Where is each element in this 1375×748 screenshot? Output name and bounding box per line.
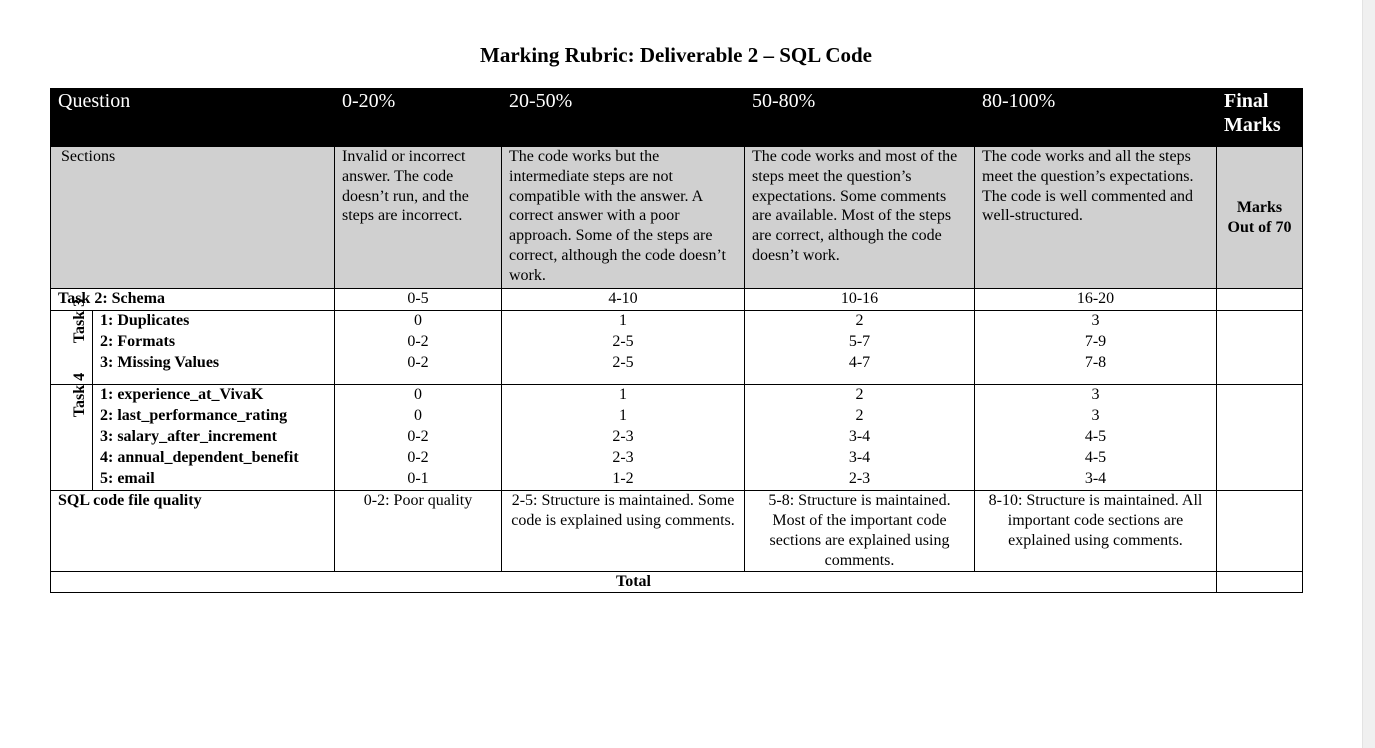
- task4-row-mark: 4-5: [975, 448, 1217, 469]
- header-final-marks: [1217, 89, 1303, 147]
- sections-final-marks: Marks Out of 70: [1217, 147, 1303, 289]
- task4-row-label: 4: annual_dependent_benefit: [93, 448, 335, 469]
- task3-row-mark: 7-9: [975, 332, 1217, 353]
- task3-row-mark: 0-2: [335, 332, 502, 353]
- task4-row-mark: 2-3: [502, 448, 745, 469]
- sections-label: Sections: [51, 147, 335, 289]
- header-question: Question: [51, 89, 335, 147]
- sections-band-0-20: Invalid or incorrect answer. The code doesn’t run, and the steps are incorrect.: [335, 147, 502, 289]
- header-band-0-20: 0-20%: [335, 89, 502, 147]
- task3-row-mark: 0-2: [335, 353, 502, 384]
- task4-row-mark: 2: [745, 406, 975, 427]
- header-band-80-100: 80-100%: [975, 89, 1217, 147]
- task3-row: [51, 311, 1303, 333]
- quality-band-50-80: 5-8: Structure is maintained. Most of the important code sections are explained using comments.: [745, 490, 975, 571]
- task4-row: [51, 384, 1303, 406]
- task3-row-mark: 5-7: [745, 332, 975, 353]
- task4-row-final: [1217, 427, 1303, 448]
- quality-band-20-50: 2-5: Structure is maintained. Some code is explained using comments.: [502, 490, 745, 571]
- quality-final: [1217, 490, 1303, 571]
- quality-band-80-100: 8-10: Structure is maintained. All important code sections are explained using comments.: [975, 490, 1217, 571]
- task4-row-label: 1: experience_at_VivaK: [93, 384, 335, 406]
- sections-band-20-50: The code works but the intermediate steps are not compatible with the answer. A correct answer with a poor approach. Some of the steps are correct, although the code doesn’t work.: [502, 147, 745, 289]
- task2-mark-band2: 4-10: [502, 289, 745, 311]
- task4-row-label: 3: salary_after_increment: [93, 427, 335, 448]
- total-row: [51, 571, 1303, 592]
- total-final: [1217, 571, 1303, 592]
- task3-row-final: [1217, 353, 1303, 384]
- sections-band-80-100: The code works and all the steps meet the question’s expectations. The code is well commented and well-structured.: [975, 147, 1217, 289]
- task3-row-mark: 2-5: [502, 332, 745, 353]
- task4-row-final: [1217, 448, 1303, 469]
- task3-row-mark: 2-5: [502, 353, 745, 384]
- task4-row-mark: 3: [975, 406, 1217, 427]
- task4-row-mark: 3-4: [975, 469, 1217, 491]
- vertical-scrollbar[interactable]: [1362, 0, 1375, 748]
- task4-row: [51, 427, 1303, 448]
- rubric-table: [50, 88, 1303, 593]
- task3-group-text: Task 3: [71, 298, 89, 344]
- task2-final: [1217, 289, 1303, 311]
- task4-row-mark: 0: [335, 384, 502, 406]
- quality-band-0-20: 0-2: Poor quality: [335, 490, 502, 571]
- task3-row: [51, 332, 1303, 353]
- task3-row-mark: 1: [502, 311, 745, 333]
- task2-label: Task 2: Schema: [51, 289, 335, 311]
- task4-row-mark: 3: [975, 384, 1217, 406]
- task3-row-final: [1217, 332, 1303, 353]
- task2-mark-band4: 16-20: [975, 289, 1217, 311]
- task4-row-mark: 0-2: [335, 448, 502, 469]
- task4-group-label: [51, 372, 93, 490]
- task4-row-mark: 3-4: [745, 427, 975, 448]
- task4-row-mark: 0: [335, 406, 502, 427]
- task3-row-mark: 3: [975, 311, 1217, 333]
- header-final-line2: Marks: [1224, 114, 1281, 136]
- task3-row-label: 2: Formats: [93, 332, 335, 353]
- task4-row-final: [1217, 469, 1303, 491]
- task4-group-text: Task 4: [71, 372, 89, 417]
- task4-row-mark: 2: [745, 384, 975, 406]
- task4-row-mark: 1-2: [502, 469, 745, 491]
- header-row: [51, 89, 1303, 147]
- page-title: Marking Rubric: Deliverable 2 – SQL Code: [480, 43, 872, 67]
- task4-row: [51, 406, 1303, 427]
- task3-row-mark: 4-7: [745, 353, 975, 384]
- quality-row: [51, 490, 1303, 571]
- task4-row-final: [1217, 406, 1303, 427]
- sections-row: [51, 147, 1303, 289]
- sections-band-50-80: The code works and most of the steps meet the question’s expectations. Some comments are available. Most of the steps are correct, although the code doesn’t work.: [745, 147, 975, 289]
- task4-row-label: 2: last_performance_rating: [93, 406, 335, 427]
- task4-row-label: 5: email: [93, 469, 335, 491]
- task4-row: [51, 448, 1303, 469]
- header-band-20-50: 20-50%: [502, 89, 745, 147]
- task3-row-final: [1217, 311, 1303, 333]
- task3-row-mark: 2: [745, 311, 975, 333]
- task4-row-mark: 2-3: [502, 427, 745, 448]
- task4-row-mark: 3-4: [745, 448, 975, 469]
- total-label: Total: [51, 571, 1217, 592]
- header-final-line1: Final: [1224, 90, 1269, 112]
- task3-row-label: 3: Missing Values: [93, 353, 335, 384]
- task2-row: [51, 289, 1303, 311]
- task2-mark-band3: 10-16: [745, 289, 975, 311]
- task4-row-mark: 2-3: [745, 469, 975, 491]
- task3-row-mark: 7-8: [975, 353, 1217, 384]
- task4-row-mark: 1: [502, 406, 745, 427]
- task4-row-mark: 0-2: [335, 427, 502, 448]
- task3-row-label: 1: Duplicates: [93, 311, 335, 333]
- task4-row-final: [1217, 384, 1303, 406]
- task4-row-mark: 0-1: [335, 469, 502, 491]
- task3-row-mark: 0: [335, 311, 502, 333]
- quality-label: SQL code file quality: [51, 490, 335, 571]
- task4-row: [51, 469, 1303, 491]
- task4-row-mark: 1: [502, 384, 745, 406]
- task3-row: [51, 353, 1303, 384]
- task2-mark-band1: 0-5: [335, 289, 502, 311]
- header-band-50-80: 50-80%: [745, 89, 975, 147]
- task4-row-mark: 4-5: [975, 427, 1217, 448]
